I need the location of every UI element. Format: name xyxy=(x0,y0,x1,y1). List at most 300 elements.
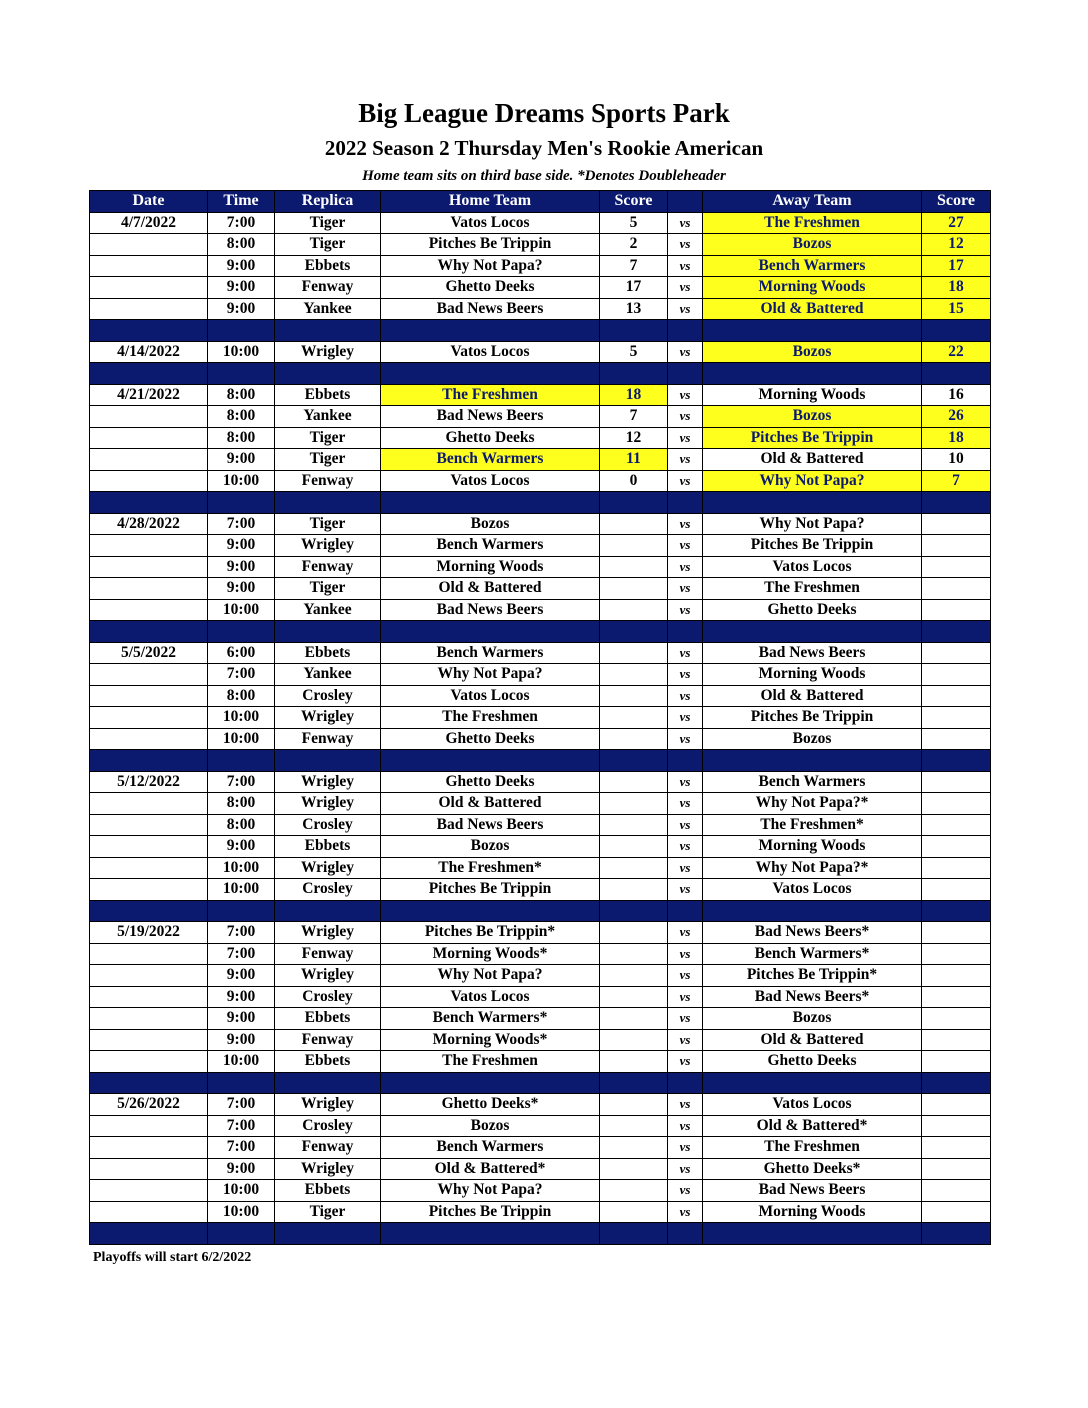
game-time: 7:00 xyxy=(208,943,275,965)
home-score xyxy=(600,642,668,664)
away-score xyxy=(922,1029,991,1051)
separator-cell xyxy=(600,492,668,514)
table-row xyxy=(90,836,991,858)
home-team: Bench Warmers xyxy=(381,1137,600,1159)
away-score xyxy=(922,1094,991,1116)
table-row xyxy=(90,298,991,320)
table-row xyxy=(90,1180,991,1202)
away-score xyxy=(922,771,991,793)
game-time: 9:00 xyxy=(208,578,275,600)
home-team: Why Not Papa? xyxy=(381,664,600,686)
home-team: Old & Battered xyxy=(381,578,600,600)
game-replica-field: Fenway xyxy=(275,470,381,492)
vs-label: vs xyxy=(668,728,703,750)
table-row xyxy=(90,664,991,686)
away-score: 12 xyxy=(922,234,991,256)
game-time: 9:00 xyxy=(208,298,275,320)
home-score xyxy=(600,535,668,557)
away-score xyxy=(922,1201,991,1223)
separator-cell xyxy=(90,492,208,514)
away-score xyxy=(922,793,991,815)
away-score xyxy=(922,1180,991,1202)
separator-cell xyxy=(668,1072,703,1094)
away-team: Why Not Papa? xyxy=(703,513,922,535)
away-team: Bad News Beers xyxy=(703,642,922,664)
game-date xyxy=(90,1158,208,1180)
game-replica-field: Wrigley xyxy=(275,341,381,363)
game-replica-field: Yankee xyxy=(275,406,381,428)
game-date xyxy=(90,234,208,256)
home-score xyxy=(600,1180,668,1202)
away-team: Bozos xyxy=(703,1008,922,1030)
game-time: 7:00 xyxy=(208,212,275,234)
game-time: 9:00 xyxy=(208,1029,275,1051)
home-team: Vatos Locos xyxy=(381,212,600,234)
game-date xyxy=(90,1137,208,1159)
table-row xyxy=(90,1115,991,1137)
away-score: 15 xyxy=(922,298,991,320)
game-replica-field: Wrigley xyxy=(275,965,381,987)
home-score xyxy=(600,943,668,965)
table-row xyxy=(90,793,991,815)
table-row xyxy=(90,922,991,944)
table-header-row xyxy=(90,191,991,213)
home-team: Bench Warmers xyxy=(381,449,600,471)
home-team: Morning Woods xyxy=(381,556,600,578)
game-replica-field: Tiger xyxy=(275,578,381,600)
game-date xyxy=(90,406,208,428)
table-row xyxy=(90,685,991,707)
vs-label: vs xyxy=(668,1051,703,1073)
home-team: Morning Woods* xyxy=(381,1029,600,1051)
separator-cell xyxy=(208,621,275,643)
game-date xyxy=(90,986,208,1008)
game-replica-field: Ebbets xyxy=(275,1180,381,1202)
game-replica-field: Wrigley xyxy=(275,771,381,793)
table-row xyxy=(90,384,991,406)
game-date: 5/12/2022 xyxy=(90,771,208,793)
game-time: 7:00 xyxy=(208,771,275,793)
table-row xyxy=(90,277,991,299)
away-score xyxy=(922,599,991,621)
table-row xyxy=(90,1201,991,1223)
vs-label: vs xyxy=(668,470,703,492)
table-row xyxy=(90,406,991,428)
game-replica-field: Crosley xyxy=(275,685,381,707)
away-team: Old & Battered xyxy=(703,298,922,320)
game-replica-field: Wrigley xyxy=(275,793,381,815)
away-team: Pitches Be Trippin* xyxy=(703,965,922,987)
table-row xyxy=(90,341,991,363)
home-team: Ghetto Deeks* xyxy=(381,1094,600,1116)
away-score xyxy=(922,943,991,965)
game-time: 6:00 xyxy=(208,642,275,664)
game-time: 7:00 xyxy=(208,922,275,944)
game-date: 4/21/2022 xyxy=(90,384,208,406)
game-replica-field: Wrigley xyxy=(275,922,381,944)
game-date xyxy=(90,556,208,578)
game-time: 10:00 xyxy=(208,1180,275,1202)
table-row xyxy=(90,578,991,600)
away-score xyxy=(922,965,991,987)
game-time: 9:00 xyxy=(208,836,275,858)
away-score: 18 xyxy=(922,427,991,449)
vs-label: vs xyxy=(668,341,703,363)
separator-cell xyxy=(922,750,991,772)
separator-cell xyxy=(668,900,703,922)
game-date xyxy=(90,1051,208,1073)
home-score xyxy=(600,556,668,578)
away-score xyxy=(922,728,991,750)
home-score: 12 xyxy=(600,427,668,449)
table-row xyxy=(90,857,991,879)
game-replica-field: Tiger xyxy=(275,427,381,449)
table-row xyxy=(90,535,991,557)
game-date xyxy=(90,470,208,492)
game-date xyxy=(90,1029,208,1051)
away-score xyxy=(922,986,991,1008)
home-team: Vatos Locos xyxy=(381,341,600,363)
table-row xyxy=(90,556,991,578)
game-replica-field: Yankee xyxy=(275,298,381,320)
home-team: Vatos Locos xyxy=(381,685,600,707)
home-team: Bozos xyxy=(381,513,600,535)
game-replica-field: Ebbets xyxy=(275,836,381,858)
separator-cell xyxy=(275,1223,381,1245)
game-replica-field: Fenway xyxy=(275,728,381,750)
vs-label: vs xyxy=(668,535,703,557)
away-team: The Freshmen xyxy=(703,578,922,600)
separator-cell xyxy=(668,1223,703,1245)
home-team: Pitches Be Trippin xyxy=(381,234,600,256)
home-score xyxy=(600,965,668,987)
vs-label: vs xyxy=(668,1201,703,1223)
vs-label: vs xyxy=(668,556,703,578)
vs-label: vs xyxy=(668,664,703,686)
separator-cell xyxy=(703,1072,922,1094)
game-time: 7:00 xyxy=(208,1137,275,1159)
game-date xyxy=(90,535,208,557)
home-team: Ghetto Deeks xyxy=(381,277,600,299)
header-date: Date xyxy=(90,191,208,213)
home-score: 7 xyxy=(600,406,668,428)
home-team: Pitches Be Trippin xyxy=(381,879,600,901)
separator-cell xyxy=(922,900,991,922)
vs-label: vs xyxy=(668,255,703,277)
home-score xyxy=(600,599,668,621)
home-team: The Freshmen* xyxy=(381,857,600,879)
home-score xyxy=(600,1051,668,1073)
away-team: Old & Battered xyxy=(703,449,922,471)
home-team: Pitches Be Trippin* xyxy=(381,922,600,944)
home-score xyxy=(600,857,668,879)
separator-cell xyxy=(922,1072,991,1094)
game-time: 10:00 xyxy=(208,1201,275,1223)
separator-cell xyxy=(90,1072,208,1094)
vs-label: vs xyxy=(668,1029,703,1051)
separator-cell xyxy=(275,492,381,514)
separator-cell xyxy=(275,320,381,342)
away-team: Old & Battered xyxy=(703,1029,922,1051)
away-score xyxy=(922,513,991,535)
game-date xyxy=(90,1008,208,1030)
vs-label: vs xyxy=(668,578,703,600)
home-score xyxy=(600,685,668,707)
home-score: 18 xyxy=(600,384,668,406)
page-title: Big League Dreams Sports Park xyxy=(358,98,730,128)
vs-label: vs xyxy=(668,1180,703,1202)
away-score: 10 xyxy=(922,449,991,471)
game-date xyxy=(90,1115,208,1137)
game-time: 9:00 xyxy=(208,255,275,277)
game-time: 9:00 xyxy=(208,556,275,578)
table-row xyxy=(90,513,991,535)
separator-cell xyxy=(703,492,922,514)
table-row xyxy=(90,642,991,664)
vs-label: vs xyxy=(668,814,703,836)
game-replica-field: Yankee xyxy=(275,664,381,686)
game-time: 10:00 xyxy=(208,728,275,750)
separator-cell xyxy=(600,750,668,772)
separator-cell xyxy=(275,750,381,772)
away-team: Pitches Be Trippin xyxy=(703,427,922,449)
vs-label: vs xyxy=(668,836,703,858)
home-score xyxy=(600,1201,668,1223)
vs-label: vs xyxy=(668,1008,703,1030)
game-date xyxy=(90,814,208,836)
game-time: 8:00 xyxy=(208,234,275,256)
header-time: Time xyxy=(208,191,275,213)
separator-cell xyxy=(703,900,922,922)
game-time: 8:00 xyxy=(208,685,275,707)
home-score: 13 xyxy=(600,298,668,320)
vs-label: vs xyxy=(668,1158,703,1180)
game-replica-field: Fenway xyxy=(275,943,381,965)
separator-cell xyxy=(703,1223,922,1245)
game-replica-field: Tiger xyxy=(275,449,381,471)
separator-cell xyxy=(208,1223,275,1245)
vs-label: vs xyxy=(668,771,703,793)
table-row xyxy=(90,255,991,277)
away-team: Old & Battered xyxy=(703,685,922,707)
separator-cell xyxy=(600,1072,668,1094)
separator-cell xyxy=(275,621,381,643)
away-team: Bozos xyxy=(703,406,922,428)
header-replica: Replica xyxy=(275,191,381,213)
away-team: Bozos xyxy=(703,341,922,363)
vs-label: vs xyxy=(668,1115,703,1137)
week-separator-row xyxy=(90,621,991,643)
game-replica-field: Ebbets xyxy=(275,1008,381,1030)
away-score: 17 xyxy=(922,255,991,277)
header-away-team: Away Team xyxy=(703,191,922,213)
game-date xyxy=(90,943,208,965)
game-date xyxy=(90,449,208,471)
away-team: Bench Warmers xyxy=(703,255,922,277)
away-score xyxy=(922,1137,991,1159)
separator-cell xyxy=(668,750,703,772)
table-row xyxy=(90,1029,991,1051)
away-team: Bad News Beers* xyxy=(703,922,922,944)
separator-cell xyxy=(208,750,275,772)
game-replica-field: Ebbets xyxy=(275,384,381,406)
home-team: Bozos xyxy=(381,1115,600,1137)
away-score xyxy=(922,707,991,729)
game-time: 10:00 xyxy=(208,879,275,901)
separator-cell xyxy=(600,621,668,643)
home-score xyxy=(600,707,668,729)
away-team: Bozos xyxy=(703,234,922,256)
game-date xyxy=(90,427,208,449)
away-score xyxy=(922,1158,991,1180)
playoffs-note: Playoffs will start 6/2/2022 xyxy=(93,1250,252,1265)
game-time: 8:00 xyxy=(208,427,275,449)
table-row xyxy=(90,1051,991,1073)
game-time: 8:00 xyxy=(208,814,275,836)
table-row xyxy=(90,707,991,729)
vs-label: vs xyxy=(668,943,703,965)
header-home-score: Score xyxy=(600,191,668,213)
home-team: Bad News Beers xyxy=(381,298,600,320)
game-date xyxy=(90,1201,208,1223)
schedule-table xyxy=(89,190,991,1245)
vs-label: vs xyxy=(668,707,703,729)
separator-cell xyxy=(668,363,703,385)
game-date xyxy=(90,298,208,320)
game-time: 10:00 xyxy=(208,1051,275,1073)
vs-label: vs xyxy=(668,986,703,1008)
away-score: 22 xyxy=(922,341,991,363)
separator-cell xyxy=(922,621,991,643)
table-row xyxy=(90,1094,991,1116)
home-score xyxy=(600,1137,668,1159)
separator-cell xyxy=(381,750,600,772)
separator-cell xyxy=(703,750,922,772)
separator-cell xyxy=(208,320,275,342)
separator-cell xyxy=(922,492,991,514)
game-replica-field: Tiger xyxy=(275,234,381,256)
away-score: 7 xyxy=(922,470,991,492)
separator-cell xyxy=(600,1223,668,1245)
game-time: 9:00 xyxy=(208,986,275,1008)
game-date xyxy=(90,685,208,707)
away-score xyxy=(922,922,991,944)
game-date xyxy=(90,965,208,987)
home-team: Ghetto Deeks xyxy=(381,771,600,793)
table-row xyxy=(90,879,991,901)
home-score: 5 xyxy=(600,341,668,363)
game-replica-field: Crosley xyxy=(275,879,381,901)
separator-cell xyxy=(703,363,922,385)
vs-label: vs xyxy=(668,1137,703,1159)
home-team: Bench Warmers xyxy=(381,535,600,557)
away-team: Why Not Papa?* xyxy=(703,793,922,815)
separator-cell xyxy=(381,1072,600,1094)
home-team: Old & Battered xyxy=(381,793,600,815)
away-team: Why Not Papa? xyxy=(703,470,922,492)
home-score xyxy=(600,814,668,836)
away-team: Bench Warmers* xyxy=(703,943,922,965)
home-team: Pitches Be Trippin xyxy=(381,1201,600,1223)
separator-cell xyxy=(381,1223,600,1245)
table-row xyxy=(90,470,991,492)
separator-cell xyxy=(208,363,275,385)
game-time: 9:00 xyxy=(208,277,275,299)
separator-cell xyxy=(90,621,208,643)
home-score xyxy=(600,922,668,944)
away-team: Bad News Beers* xyxy=(703,986,922,1008)
game-time: 7:00 xyxy=(208,664,275,686)
home-team: The Freshmen xyxy=(381,707,600,729)
away-team: Pitches Be Trippin xyxy=(703,535,922,557)
vs-label: vs xyxy=(668,685,703,707)
home-score xyxy=(600,1008,668,1030)
separator-cell xyxy=(922,1223,991,1245)
vs-label: vs xyxy=(668,277,703,299)
vs-label: vs xyxy=(668,793,703,815)
game-time: 9:00 xyxy=(208,965,275,987)
home-team: Bad News Beers xyxy=(381,599,600,621)
away-score xyxy=(922,664,991,686)
away-team: The Freshmen* xyxy=(703,814,922,836)
away-team: Morning Woods xyxy=(703,277,922,299)
home-team: Bad News Beers xyxy=(381,814,600,836)
game-replica-field: Fenway xyxy=(275,1029,381,1051)
home-score xyxy=(600,1094,668,1116)
game-replica-field: Ebbets xyxy=(275,1051,381,1073)
week-separator-row xyxy=(90,1223,991,1245)
home-score xyxy=(600,836,668,858)
table-row xyxy=(90,965,991,987)
vs-label: vs xyxy=(668,857,703,879)
game-date xyxy=(90,793,208,815)
home-score: 7 xyxy=(600,255,668,277)
week-separator-row xyxy=(90,363,991,385)
game-time: 10:00 xyxy=(208,707,275,729)
table-row xyxy=(90,212,991,234)
game-replica-field: Wrigley xyxy=(275,1158,381,1180)
separator-cell xyxy=(381,900,600,922)
game-date: 5/5/2022 xyxy=(90,642,208,664)
home-score xyxy=(600,578,668,600)
away-team: Vatos Locos xyxy=(703,1094,922,1116)
table-row xyxy=(90,986,991,1008)
away-team: Morning Woods xyxy=(703,664,922,686)
game-date: 5/19/2022 xyxy=(90,922,208,944)
game-time: 9:00 xyxy=(208,535,275,557)
home-team: Morning Woods* xyxy=(381,943,600,965)
home-team: Vatos Locos xyxy=(381,986,600,1008)
game-replica-field: Wrigley xyxy=(275,535,381,557)
game-date xyxy=(90,707,208,729)
vs-label: vs xyxy=(668,513,703,535)
home-score xyxy=(600,1029,668,1051)
home-score xyxy=(600,1115,668,1137)
vs-label: vs xyxy=(668,965,703,987)
away-team: Vatos Locos xyxy=(703,556,922,578)
vs-label: vs xyxy=(668,599,703,621)
game-date: 5/26/2022 xyxy=(90,1094,208,1116)
game-replica-field: Fenway xyxy=(275,1137,381,1159)
game-date xyxy=(90,879,208,901)
away-team: Morning Woods xyxy=(703,384,922,406)
separator-cell xyxy=(381,621,600,643)
home-score xyxy=(600,1158,668,1180)
game-date: 4/7/2022 xyxy=(90,212,208,234)
separator-cell xyxy=(90,900,208,922)
game-time: 7:00 xyxy=(208,1115,275,1137)
home-team: Old & Battered* xyxy=(381,1158,600,1180)
